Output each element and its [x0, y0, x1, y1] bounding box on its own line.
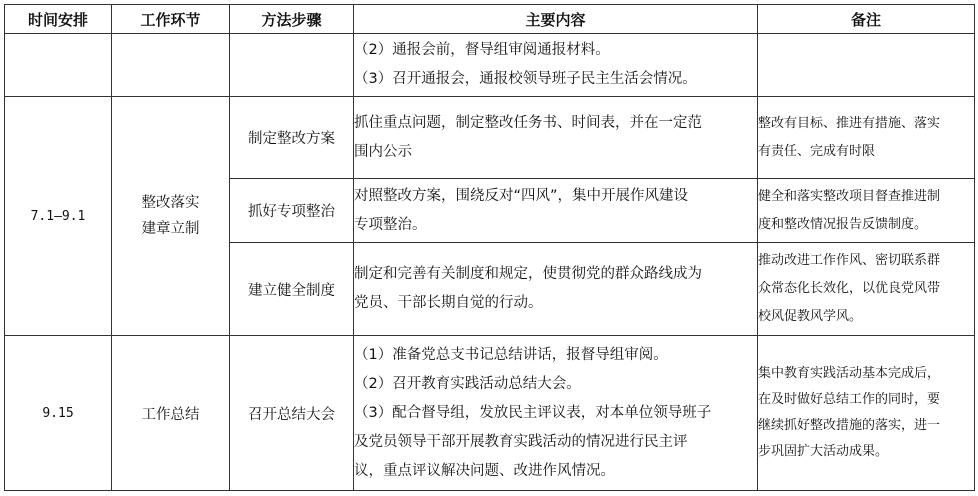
- method-cell-empty: [230, 34, 354, 97]
- content-line: （2）通报会前，督导组审阅通报材料。: [354, 42, 610, 58]
- note-line: 有责任、完成有时限: [758, 143, 876, 159]
- method-text: 抓好专项整治: [248, 204, 335, 220]
- method-cell: [230, 179, 354, 243]
- content-line: 及党员领导干部开展教育实践活动的情况进行民主评: [354, 433, 688, 450]
- content-line: （2）召开教育实践活动总结大会。: [354, 375, 581, 392]
- content-line: 制定和完善有关制度和规定，使贯彻党的群众路线成为: [354, 266, 702, 282]
- time-range: 7.1—9.1: [30, 209, 86, 224]
- work-plan-table: [4, 4, 975, 491]
- header-time: 时间安排: [5, 5, 112, 34]
- header-stage: 工作环节: [112, 5, 230, 34]
- note-line: 推动改进工作作风、密切联系群: [758, 253, 941, 268]
- note-line: 集中教育实践活动基本完成后，: [758, 366, 941, 381]
- time-date: 9.15: [42, 406, 74, 421]
- header-content: 主要内容: [354, 5, 758, 34]
- notes-cell: [758, 336, 975, 491]
- table-row: [5, 336, 975, 491]
- note-line: 在及时做好总结工作的同时，要: [758, 392, 941, 407]
- method-cell: [230, 336, 354, 491]
- content-line: 党员、干部长期自觉的行动。: [354, 295, 543, 311]
- content-cell: [354, 179, 758, 243]
- stage-cell: [112, 97, 230, 336]
- content-line: （3）召开通报会，通报校领导班子民主生活会情况。: [354, 71, 697, 87]
- stage-cell: [112, 336, 230, 491]
- table-row: [5, 97, 975, 179]
- content-line: 对照整改方案，围绕反对“四风”，集中开展作风建设: [354, 187, 689, 204]
- content-cell: [354, 34, 758, 97]
- header-notes: 备注: [758, 5, 975, 34]
- method-text: 召开总结大会: [248, 406, 335, 423]
- note-line: 众常态化长效化，以优良党风带: [758, 281, 941, 296]
- method-text: 制定整改方案: [248, 131, 335, 147]
- stage-cell-empty: [112, 34, 230, 97]
- content-line: 专项整治。: [354, 216, 427, 233]
- method-cell: [230, 97, 354, 179]
- notes-cell-empty: [758, 34, 975, 97]
- table-header-row: [5, 5, 975, 34]
- note-line: 继续抓好整改措施的落实，进一: [758, 418, 941, 433]
- content-line: （1）准备党总支书记总结讲话，报督导组审阅。: [354, 346, 668, 363]
- notes-cell: [758, 97, 975, 179]
- content-cell: [354, 97, 758, 179]
- content-line: （3）配合督导组，发放民主评议表，对本单位领导班子: [354, 404, 712, 421]
- note-line: 校风促教风学风。: [758, 309, 863, 324]
- stage-text: 工作总结: [141, 406, 200, 423]
- notes-cell: [758, 179, 975, 243]
- table-row: [5, 34, 975, 97]
- content-cell: [354, 336, 758, 491]
- time-cell: [5, 336, 112, 491]
- note-line: 度和整改情况报告反馈制度。: [758, 216, 928, 232]
- note-line: 健全和落实整改项目督查推进制: [758, 188, 941, 204]
- method-text: 建立健全制度: [248, 282, 335, 299]
- time-cell-empty: [5, 34, 112, 97]
- time-cell: [5, 97, 112, 336]
- stage-line: 整改落实: [141, 195, 200, 211]
- header-method: 方法步骤: [230, 5, 354, 34]
- note-line: 整改有目标、推进有措施、落实: [758, 115, 941, 131]
- method-cell: [230, 243, 354, 336]
- content-line: 围内公示: [354, 143, 412, 160]
- content-line: 议，重点评议解决问题、改进作风情况。: [354, 462, 615, 479]
- content-line: 抓住重点问题，制定整改任务书、时间表，并在一定范: [354, 114, 702, 131]
- notes-cell: [758, 243, 975, 336]
- content-cell: [354, 243, 758, 336]
- stage-line: 建章立制: [141, 221, 200, 237]
- note-line: 步巩固扩大活动成果。: [758, 444, 889, 459]
